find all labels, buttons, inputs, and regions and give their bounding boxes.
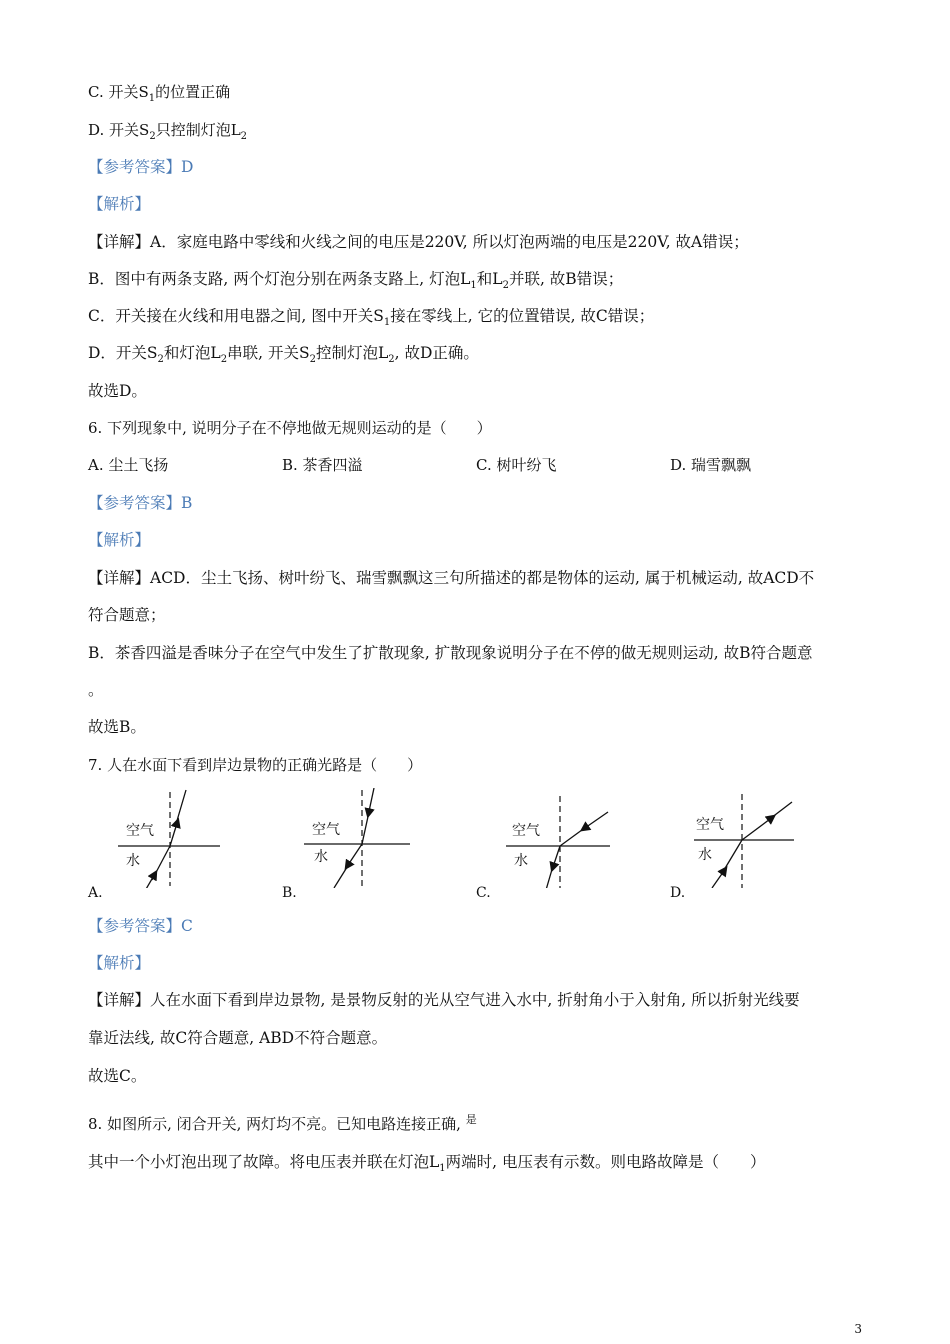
q6-option-a: A. 尘土飞扬	[88, 456, 169, 474]
air-label: 空气	[312, 822, 340, 838]
q5-detail-b: B．图中有两条支路, 两个灯泡分别在两条支路上, 灯泡$L_1$和$L_2$并联, 故B错误；	[88, 270, 624, 292]
q5-option-d: D. 开关$S_2$只控制灯泡$L_2$	[88, 121, 248, 142]
q7-stem: 7. 人在水面下看到岸边景物的正确光路是（ ）	[88, 756, 423, 774]
q5-detail-a: 【详解】A．家庭电路中零线和火线之间的电压是220V, 所以灯泡两端的电压是220V, 故A错误；	[88, 233, 749, 251]
q7-figure-b	[282, 788, 422, 906]
air-label: 空气	[512, 823, 540, 839]
light-path-diagram-d	[670, 788, 810, 888]
q6-detail-line4: 。	[88, 681, 104, 699]
figure-label: B.	[282, 885, 297, 901]
q6-choice: 故选B。	[88, 718, 146, 736]
air-label: 空气	[696, 817, 724, 833]
figure-label: D.	[670, 885, 686, 901]
q8-stem: 8. 如图所示, 闭合开关, 两灯均不亮。已知电路连接正确, $^是$	[88, 1113, 477, 1133]
water-label: 水	[314, 849, 328, 865]
q7-choice: 故选C。	[88, 1067, 147, 1085]
q6-answer: 【参考答案】B	[88, 494, 193, 512]
q6-detail-line2: 符合题意；	[88, 606, 166, 624]
q6-option-c: C. 树叶纷飞	[476, 456, 557, 474]
q5-answer: 【参考答案】D	[88, 158, 194, 176]
q5-choice: 故选D。	[88, 382, 147, 400]
figure-label: A.	[88, 885, 103, 901]
water-label: 水	[126, 853, 140, 869]
q5-option-c: C. 开关$S_1$的位置正确	[88, 83, 231, 104]
q7-detail-line2: 靠近法线, 故C符合题意, ABD不符合题意。	[88, 1029, 388, 1047]
q7-figure-a	[88, 788, 228, 906]
q5-analysis-heading: 【解析】	[88, 195, 151, 213]
q7-figure-c	[476, 788, 616, 906]
water-label: 水	[514, 853, 528, 869]
light-path-diagram-a	[88, 788, 228, 888]
light-path-diagram-b	[282, 788, 422, 888]
water-label: 水	[698, 847, 712, 863]
light-path-diagram-c	[476, 788, 616, 888]
q7-figure-d	[670, 788, 810, 906]
q8-stem-line2: 其中一个小灯泡出现了故障。将电压表并联在灯泡$L_1$两端时, 电压表有示数。则电路故障是（ ）	[88, 1153, 766, 1175]
q6-detail-line3: B．茶香四溢是香味分子在空气中发生了扩散现象, 扩散现象说明分子在不停的做无规则运动, 故B符合题意	[88, 644, 813, 662]
q6-detail-line1: 【详解】ACD．尘土飞扬、树叶纷飞、瑞雪飘飘这三句所描述的都是物体的运动, 属于机械运动, 故ACD不	[88, 569, 815, 587]
q6-analysis-heading: 【解析】	[88, 531, 151, 549]
q7-detail-line1: 【详解】人在水面下看到岸边景物, 是景物反射的光从空气进入水中, 折射角小于入射角, 所以折射光线要	[88, 991, 800, 1009]
figure-label: C.	[476, 885, 491, 901]
q6-option-b: B. 茶香四溢	[282, 456, 363, 474]
q6-option-d: D. 瑞雪飘飘	[670, 456, 752, 474]
page-number: 3	[854, 1322, 862, 1336]
q7-answer: 【参考答案】C	[88, 917, 193, 935]
air-label: 空气	[126, 823, 154, 839]
q6-stem: 6. 下列现象中, 说明分子在不停地做无规则运动的是（ ）	[88, 419, 492, 437]
q5-detail-c: C．开关接在火线和用电器之间, 图中开关$S_1$接在零线上, 它的位置错误, 故C错误；	[88, 307, 655, 329]
q7-analysis-heading: 【解析】	[88, 954, 151, 972]
q5-detail-d: D．开关$S_2$和灯泡$L_2$串联, 开关$S_2$控制灯泡$L_2$, 故D正确。	[88, 344, 479, 366]
